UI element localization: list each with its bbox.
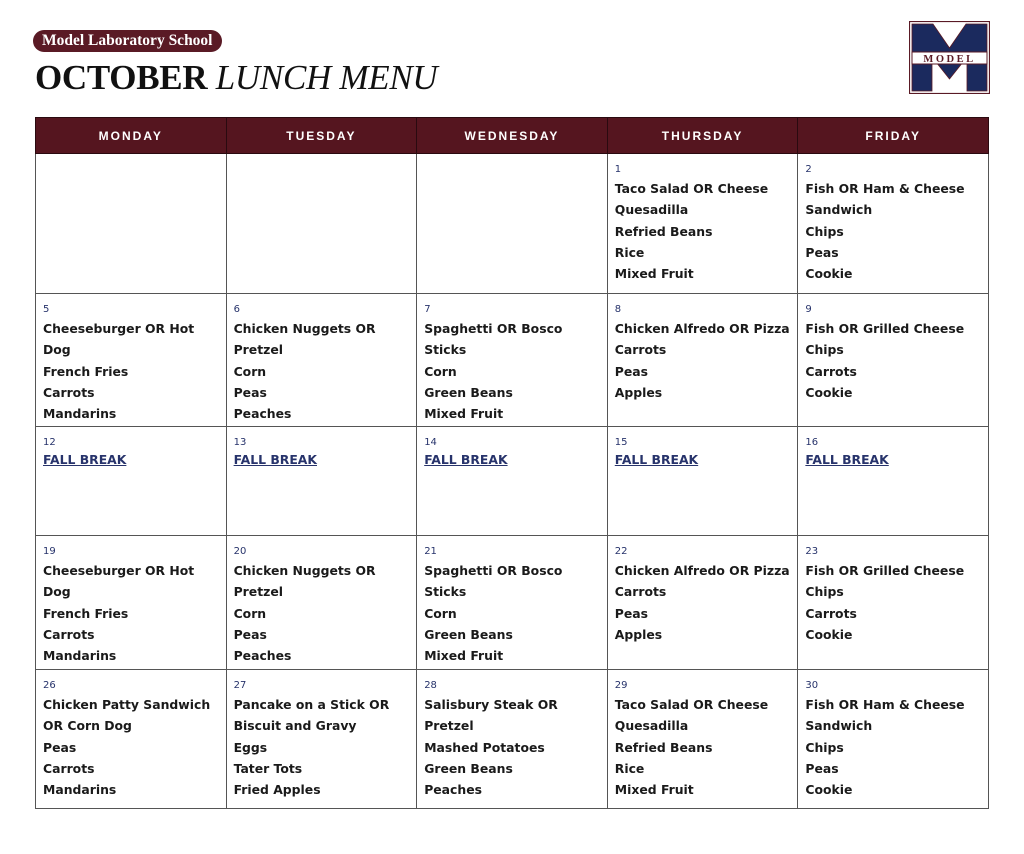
day-cell xyxy=(607,154,798,294)
day-number: 30 xyxy=(805,680,819,691)
menu-item: Tater Tots xyxy=(233,760,303,776)
day-cell xyxy=(226,427,417,536)
day-cell xyxy=(36,427,227,536)
fall-break-link[interactable]: FALL BREAK xyxy=(43,452,127,467)
day-cell xyxy=(36,670,227,809)
header-monday: MONDAY xyxy=(36,118,227,154)
day-cell xyxy=(417,670,608,809)
menu-item: Carrots xyxy=(43,384,95,400)
lunch-calendar xyxy=(35,117,989,809)
menu-item: Peas xyxy=(614,605,649,621)
menu-item: Cookie xyxy=(805,384,853,400)
menu-item: Green Beans xyxy=(424,626,513,642)
menu-item: Peas xyxy=(805,244,839,260)
menu-item: Spaghetti OR Bosco Sticks xyxy=(424,563,563,600)
menu-item: Peas xyxy=(233,626,267,642)
day-cell xyxy=(798,670,989,809)
menu-item: French Fries xyxy=(43,605,129,621)
day-number: 29 xyxy=(614,680,628,691)
menu-item: Chips xyxy=(805,739,844,755)
menu-item: Mixed Fruit xyxy=(614,266,694,282)
menu-item: Mixed Fruit xyxy=(424,648,504,664)
day-number: 22 xyxy=(614,546,628,557)
menu-item: Peaches xyxy=(233,648,292,664)
menu-item: Peas xyxy=(614,363,649,379)
model-logo xyxy=(909,21,990,94)
day-cell xyxy=(226,670,417,809)
menu-item: Peas xyxy=(43,739,77,755)
day-number: 12 xyxy=(43,437,56,448)
menu-item: Carrots xyxy=(805,363,857,379)
day-number: 20 xyxy=(233,546,247,557)
menu-item: French Fries xyxy=(43,363,129,379)
menu-item: Rice xyxy=(614,244,645,260)
menu-item: Peas xyxy=(233,384,267,400)
menu-item: Refried Beans xyxy=(614,739,713,755)
day-number: 1 xyxy=(614,164,622,175)
day-number: 6 xyxy=(233,304,240,315)
menu-item: Refried Beans xyxy=(614,223,713,239)
day-cell xyxy=(607,670,798,809)
menu-item: Mandarins xyxy=(43,406,117,422)
menu-item: Salisbury Steak OR Pretzel xyxy=(424,697,558,734)
day-cell xyxy=(607,427,798,536)
week-row xyxy=(36,670,989,809)
day-cell xyxy=(798,427,989,536)
day-number: 14 xyxy=(424,437,437,448)
menu-item: Green Beans xyxy=(424,760,513,776)
day-number: 7 xyxy=(424,304,431,315)
menu-item: Corn xyxy=(233,363,267,379)
day-cell xyxy=(36,294,227,427)
menu-item: Chicken Nuggets OR Pretzel xyxy=(233,321,376,358)
day-cell xyxy=(36,536,227,670)
menu-item: Mandarins xyxy=(43,648,117,664)
menu-item: Fish OR Ham & Cheese Sandwich xyxy=(805,181,965,218)
day-number: 13 xyxy=(233,437,247,448)
header-friday: FRIDAY xyxy=(798,118,989,154)
day-number: 19 xyxy=(43,546,56,557)
menu-item: Chips xyxy=(805,584,844,600)
day-cell xyxy=(226,154,417,294)
menu-item: Chicken Alfredo OR Pizza xyxy=(614,321,790,336)
menu-item: Mandarins xyxy=(43,782,117,798)
day-cell xyxy=(226,294,417,427)
fall-break-link[interactable]: FALL BREAK xyxy=(805,452,889,467)
day-cell xyxy=(607,294,798,427)
day-cell xyxy=(417,154,608,294)
menu-item: Mixed Fruit xyxy=(424,406,504,422)
menu-item: Spaghetti OR Bosco Sticks xyxy=(424,321,563,358)
menu-item: Chicken Patty Sandwich OR Corn Dog xyxy=(43,697,211,734)
menu-item: Eggs xyxy=(233,739,268,755)
week-row xyxy=(36,427,989,536)
day-number: 23 xyxy=(805,546,819,557)
menu-item: Pancake on a Stick OR Biscuit and Gravy xyxy=(233,697,390,734)
menu-item: Rice xyxy=(614,760,645,776)
week-row xyxy=(36,294,989,427)
day-number: 16 xyxy=(805,437,819,448)
title-month: OCTOBER xyxy=(35,58,208,97)
menu-item: Taco Salad OR Cheese Quesadilla xyxy=(614,181,769,218)
day-cell xyxy=(226,536,417,670)
day-cell xyxy=(417,427,608,536)
menu-item: Corn xyxy=(233,605,267,621)
menu-item: Peas xyxy=(805,760,839,776)
week-row xyxy=(36,154,989,294)
header-wednesday: WEDNESDAY xyxy=(417,118,608,154)
menu-item: Chips xyxy=(805,342,844,358)
menu-item: Fish OR Ham & Cheese Sandwich xyxy=(805,697,965,734)
weekday-header-row xyxy=(36,118,989,154)
menu-item: Mashed Potatoes xyxy=(424,739,545,755)
menu-item: Fried Apples xyxy=(233,782,321,798)
menu-item: Chicken Alfredo OR Pizza xyxy=(614,563,790,578)
day-cell xyxy=(798,154,989,294)
day-number: 27 xyxy=(233,680,247,691)
menu-item: Peaches xyxy=(233,406,292,422)
menu-item: Cheeseburger OR Hot Dog xyxy=(43,321,195,358)
menu-item: Carrots xyxy=(614,342,667,358)
menu-item: Mixed Fruit xyxy=(614,782,694,798)
menu-item: Apples xyxy=(614,384,663,400)
menu-item: Carrots xyxy=(805,605,857,621)
menu-item: Fish OR Grilled Cheese xyxy=(805,563,965,578)
day-number: 15 xyxy=(614,437,628,448)
day-number: 5 xyxy=(43,304,50,315)
header-thursday: THURSDAY xyxy=(607,118,798,154)
menu-item: Corn xyxy=(424,605,457,621)
day-cell xyxy=(798,536,989,670)
menu-item: Cookie xyxy=(805,266,853,282)
fall-break-link[interactable]: FALL BREAK xyxy=(424,452,508,467)
day-number: 9 xyxy=(805,304,812,315)
fall-break-link[interactable]: FALL BREAK xyxy=(233,452,317,467)
menu-item: Carrots xyxy=(43,626,95,642)
menu-item: Cookie xyxy=(805,782,853,798)
menu-item: Fish OR Grilled Cheese xyxy=(805,321,965,336)
day-number: 26 xyxy=(43,680,56,691)
menu-item: Apples xyxy=(614,626,663,642)
header-tuesday: TUESDAY xyxy=(226,118,417,154)
menu-item: Green Beans xyxy=(424,384,513,400)
logo-text: MODEL xyxy=(923,54,976,65)
day-number: 21 xyxy=(424,546,437,557)
day-number: 8 xyxy=(614,304,622,315)
menu-item: Cookie xyxy=(805,626,853,642)
title-subtitle: LUNCH MENU xyxy=(215,58,438,97)
day-cell xyxy=(417,536,608,670)
menu-item: Carrots xyxy=(43,760,95,776)
menu-item: Cheeseburger OR Hot Dog xyxy=(43,563,195,600)
school-name-badge: Model Laboratory School xyxy=(33,30,222,52)
day-cell xyxy=(607,536,798,670)
day-number: 2 xyxy=(805,164,812,175)
day-cell xyxy=(36,154,227,294)
fall-break-link[interactable]: FALL BREAK xyxy=(614,452,699,467)
menu-item: Peaches xyxy=(424,782,482,798)
day-cell xyxy=(798,294,989,427)
page-title xyxy=(35,58,437,98)
day-number: 28 xyxy=(424,680,437,691)
menu-item: Chicken Nuggets OR Pretzel xyxy=(233,563,376,600)
menu-item: Taco Salad OR Cheese Quesadilla xyxy=(614,697,769,734)
menu-item: Carrots xyxy=(614,584,667,600)
menu-item: Chips xyxy=(805,223,844,239)
day-cell xyxy=(417,294,608,427)
week-row xyxy=(36,536,989,670)
menu-item: Corn xyxy=(424,363,457,379)
